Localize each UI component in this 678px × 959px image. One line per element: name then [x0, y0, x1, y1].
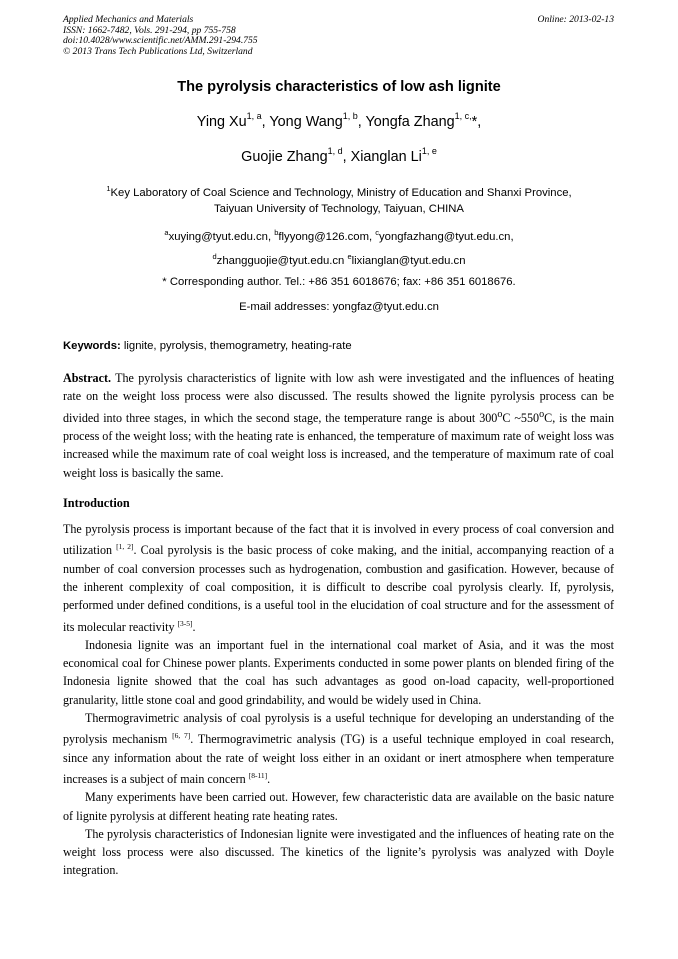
- keywords-text: lignite, pyrolysis, themogrametry, heating-rate: [120, 340, 352, 352]
- paper-title: The pyrolysis characteristics of low ash lignite: [177, 79, 501, 95]
- affiliation-line-1: [0, 184, 678, 199]
- author-separator: ,: [342, 148, 351, 165]
- journal-doi: doi:10.4028/www.scientific.net/AMM.291-294.755: [63, 35, 258, 46]
- online-date: Online: 2013-02-13: [537, 14, 614, 25]
- citation-ref: [1, 2]: [116, 542, 134, 552]
- email-address: zhangguojie@tyut.edu.cn: [216, 254, 348, 267]
- degree-sup: o: [539, 408, 545, 420]
- citation-ref: [8-11]: [248, 770, 268, 780]
- email-address: yongfazhang@tyut.edu.cn,: [379, 230, 514, 243]
- email-sup: d: [212, 252, 217, 261]
- affiliation-line-2: Taiyuan University of Technology, Taiyuan, CHINA: [214, 203, 464, 215]
- journal-copyright: © 2013 Trans Tech Publications Ltd, Switzerland: [63, 45, 253, 57]
- keywords-label: Keywords:: [63, 340, 121, 352]
- intro-text: Thermogravimetric analysis of coal pyrolysis is a useful technique for developing an understanding of the pyrolysis mechanism: [63, 711, 614, 747]
- intro-text: . Coal pyrolysis is the basic process of coke making, and the initial, accompanying reaction of a number of coal conversion processes such as hydrogenation, combustion and gasification. However, because of the inherent complexity of coal composition, it is difficult to describe coal pyrolysis clearly. If, pyrolysis, performed under defined conditions, is a useful tool in the elucidation of coal structure and for the assessment of its molecular reactivity: [63, 543, 615, 634]
- affiliation-sup: 1: [106, 184, 111, 193]
- author-name: Guojie Zhang: [241, 148, 328, 165]
- author-affil-sup: 1, e: [421, 146, 437, 156]
- author-affil-sup: 1, b: [342, 111, 358, 121]
- abstract-text: C ~550: [502, 410, 540, 425]
- author-affil-sup: 1, a: [246, 111, 262, 121]
- email-address: xuying@tyut.edu.cn,: [168, 230, 275, 243]
- abstract-text: The pyrolysis characteristics of lignite with low ash were investigated and the influences of heating rate on the weight loss process were also discussed. The results showed the lignite pyrolysis process can be divided into three stages, in which the second stage, the temperature range is about 300: [63, 371, 614, 425]
- author-name: Yongfa Zhang: [365, 113, 455, 130]
- affiliation-text: Key Laboratory of Coal Science and Technology, Ministry of Education and Shanxi Province,: [110, 186, 572, 199]
- introduction-body: [63, 520, 614, 880]
- email-address: lixianglan@tyut.edu.cn: [351, 254, 466, 267]
- author-name: Ying Xu: [196, 113, 247, 130]
- degree-sup: o: [497, 408, 503, 420]
- intro-paragraph-4: Many experiments have been carried out. However, few characteristic data are available on the basic nature of lignite pyrolysis at different heating rate heating rates.: [63, 790, 614, 823]
- author-line-2: [0, 147, 678, 165]
- intro-paragraph-2: Indonesia lignite was an important fuel in the international coal market of Asia, and it was the most economical coal for Chinese power plants. Experiments conducted in some power plants on blended firing of the Indonesia lignite showed that the coal has such advantages as good on-load capacity, well-proportioned granularity, little stone coal and good grindability, and would be widely used in China.: [63, 637, 614, 707]
- corresponding-author: * Corresponding author. Tel.: +86 351 6018676; fax: +86 351 6018676.: [162, 276, 516, 288]
- journal-issn: ISSN: 1662-7482, Vols. 291-294, pp 755-758: [63, 24, 236, 36]
- author-affil-sup: 1, c,: [454, 111, 472, 121]
- author-name: Xianglan Li: [350, 148, 422, 165]
- journal-name: Applied Mechanics and Materials: [63, 14, 194, 25]
- intro-text: .: [267, 771, 271, 786]
- author-separator: ,: [261, 113, 270, 130]
- email-line-1: [0, 228, 678, 243]
- intro-paragraph-5: The pyrolysis characteristics of Indonesian lignite were investigated and the influences of heating rate on the weight loss process were also discussed. The kinetics of the lignite’s pyrolysis was analyzed with Doyle integration.: [63, 826, 614, 878]
- author-affil-sup: 1, d: [327, 146, 343, 156]
- abstract-label: Abstract.: [63, 371, 112, 385]
- intro-paragraph-3: [63, 709, 614, 788]
- author-separator: *,: [471, 113, 482, 130]
- intro-text: The pyrolysis process is important because of the fact that it is involved in every process of coal conversion and utilization: [63, 522, 614, 558]
- intro-text: .: [192, 619, 196, 634]
- citation-ref: [3-5]: [177, 618, 193, 628]
- author-name: Yong Wang: [269, 113, 343, 130]
- journal-header: [63, 15, 258, 57]
- email-addresses: E-mail addresses: yongfaz@tyut.edu.cn: [239, 301, 439, 313]
- abstract: [63, 369, 614, 482]
- email-address: flyyong@126.com,: [278, 230, 376, 243]
- author-separator: ,: [357, 113, 366, 130]
- introduction-heading: Introduction: [63, 496, 130, 510]
- abstract-paragraph: [63, 369, 614, 482]
- email-sup: e: [347, 252, 352, 261]
- abstract-text: C, is the main process of the weight loss; with the heating rate is enhanced, the temperature of maximum rate of weight loss was increased while the maximum rate of coal weight loss is increased, and the temperature of maximum rate of coal weight loss is basically the same.: [63, 410, 614, 480]
- email-sup: b: [274, 228, 279, 237]
- keywords: [63, 340, 352, 352]
- intro-text: . Thermogravimetric analysis (TG) is a useful technique employed in coal research, since any information about the rate of weight loss either in an oxidant or inert atmosphere when temperature increases is a subject of main concern: [63, 732, 615, 786]
- email-line-2: [0, 252, 678, 267]
- email-sup: c: [375, 228, 380, 237]
- author-line-1: [0, 112, 678, 130]
- email-sup: a: [164, 228, 169, 237]
- citation-ref: [6, 7]: [172, 731, 191, 741]
- intro-paragraph-1: [63, 520, 614, 636]
